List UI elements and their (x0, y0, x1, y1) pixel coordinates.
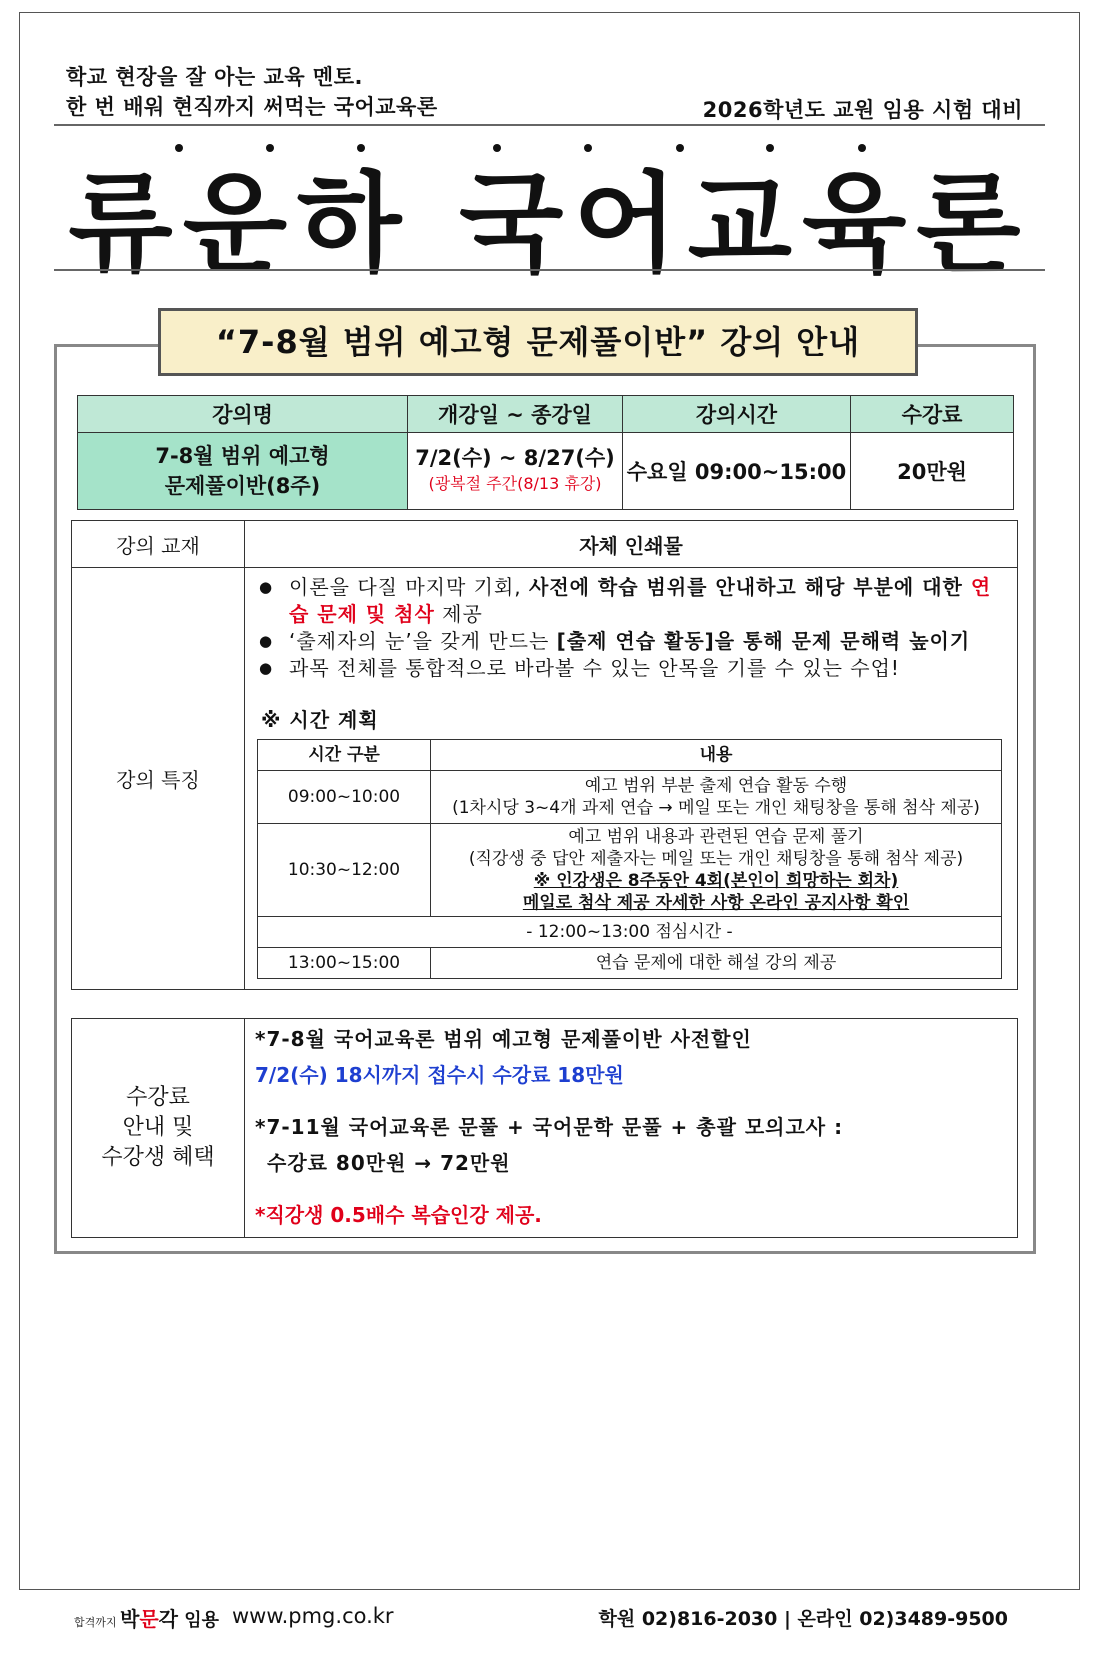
course-name-line1: 7-8월 범위 예고형 (155, 444, 330, 468)
pmg-logo: 박문각 임용 (120, 1607, 220, 1631)
feature-item: ● 과목 전체를 통합적으로 바라볼 수 있는 안목을 기를 수 있는 수업! (255, 655, 1009, 682)
fee-table (71, 1018, 1018, 1238)
header-dates: 개강일 ~ 종강일 (408, 396, 623, 433)
top-rule (54, 124, 1045, 126)
fee-content (245, 1019, 1018, 1238)
fee-label-line: 수강료 (126, 1085, 190, 1110)
fee-label-line: 수강생 혜택 (101, 1145, 215, 1170)
dates-value: 7/2(수) ~ 8/27(수) (415, 446, 615, 470)
details-table (71, 520, 1018, 990)
tagline (66, 62, 438, 122)
schedule-line: 메일로 첨삭 제공 자세한 사항 온라인 공지사항 확인 (522, 893, 910, 913)
dates-note: (광복절 주간(8/13 휴강) (428, 474, 602, 493)
schedule-content (431, 824, 1002, 917)
course-name-line2: 문제풀이반(8주) (164, 474, 321, 498)
logo-tagline: 합격까지 (74, 1616, 117, 1629)
fee-line: 수강료 80만원 → 72만원 (267, 1151, 511, 1175)
tagline-line-1: 학교 현장을 잘 아는 교육 멘토. (66, 65, 363, 89)
schedule-line: 예고 범위 내용과 관련된 연습 문제 풀기 (568, 827, 864, 847)
schedule-time: 09:00~10:00 (258, 771, 431, 824)
header-time: 강의시간 (623, 396, 851, 433)
course-summary-table (77, 395, 1014, 510)
schedule-line: (1차시당 3~4개 과제 연습 → 메일 또는 개인 채팅창을 통해 첨삭 제공) (452, 798, 980, 818)
fee-label (72, 1019, 245, 1238)
fee-label-line: 안내 및 (122, 1115, 194, 1140)
schedule-time: 10:30~12:00 (258, 824, 431, 917)
fee-cell: 20만원 (851, 433, 1014, 510)
lunch-row: - 12:00~13:00 점심시간 - (258, 917, 1002, 948)
schedule-line: (직강생 중 답안 제출자는 메일 또는 개인 채팅창을 통해 첨삭 제공) (468, 849, 964, 869)
tagline-line-2: 한 번 배워 현직까지 써먹는 국어교육론 (66, 95, 438, 119)
fee-early-discount: 7/2(수) 18시까지 접수시 수강료 18만원 (255, 1063, 624, 1087)
schedule-content: 연습 문제에 대한 해설 강의 제공 (431, 948, 1002, 979)
schedule-line: 예고 범위 부분 출제 연습 활동 수행 (584, 776, 848, 796)
feature-cell (245, 568, 1018, 990)
fee-review-benefit: *직강생 0.5배수 복습인강 제공. (255, 1203, 542, 1227)
feature-label: 강의 특징 (72, 568, 245, 990)
course-banner: “7-8월 범위 예고형 문제풀이반” 강의 안내 (158, 308, 918, 376)
feature-item: ● ‘출제자의 눈’을 갖게 만드는 [출제 연습 활동]을 통해 문제 문해력 높이기 (255, 628, 1009, 655)
schedule-content (431, 771, 1002, 824)
main-title: 류운하 국어교육론 (68, 162, 1031, 287)
schedule-title: ※ 시간 계획 (261, 708, 379, 732)
textbook-value: 자체 인쇄물 (245, 521, 1018, 568)
fee-line: *7-8월 국어교육론 범위 예고형 문제풀이반 사전할인 (255, 1027, 752, 1051)
header-course-name: 강의명 (78, 396, 408, 433)
contact-info: 학원 02)816-2030 | 온라인 02)3489-9500 (598, 1608, 1008, 1630)
dates-cell (408, 433, 623, 510)
schedule-header-content: 내용 (431, 740, 1002, 771)
time-cell: 수요일 09:00~15:00 (623, 433, 851, 510)
textbook-label: 강의 교재 (72, 521, 245, 568)
fee-line: *7-11월 국어교육론 문풀 + 국어문학 문풀 + 총괄 모의고사 : (255, 1115, 844, 1139)
title-rule (54, 269, 1045, 271)
schedule-time: 13:00~15:00 (258, 948, 431, 979)
course-name-cell (78, 433, 408, 510)
website-link[interactable]: www.pmg.co.kr (232, 1604, 394, 1628)
header-fee: 수강료 (851, 396, 1014, 433)
schedule-header-time: 시간 구분 (258, 740, 431, 771)
schedule-line: ※ 인강생은 8주동안 4회(본인이 희망하는 회차) (533, 871, 899, 891)
schedule-table (257, 739, 1002, 979)
feature-list (255, 574, 1009, 682)
exam-label: 2026학년도 교원 임용 시험 대비 (702, 98, 1023, 122)
feature-item: ● 이론을 다질 마지막 기회, 사전에 학습 범위를 안내하고 해당 부분에 대한 연습 문제 및 첨삭 제공 (255, 574, 1009, 628)
